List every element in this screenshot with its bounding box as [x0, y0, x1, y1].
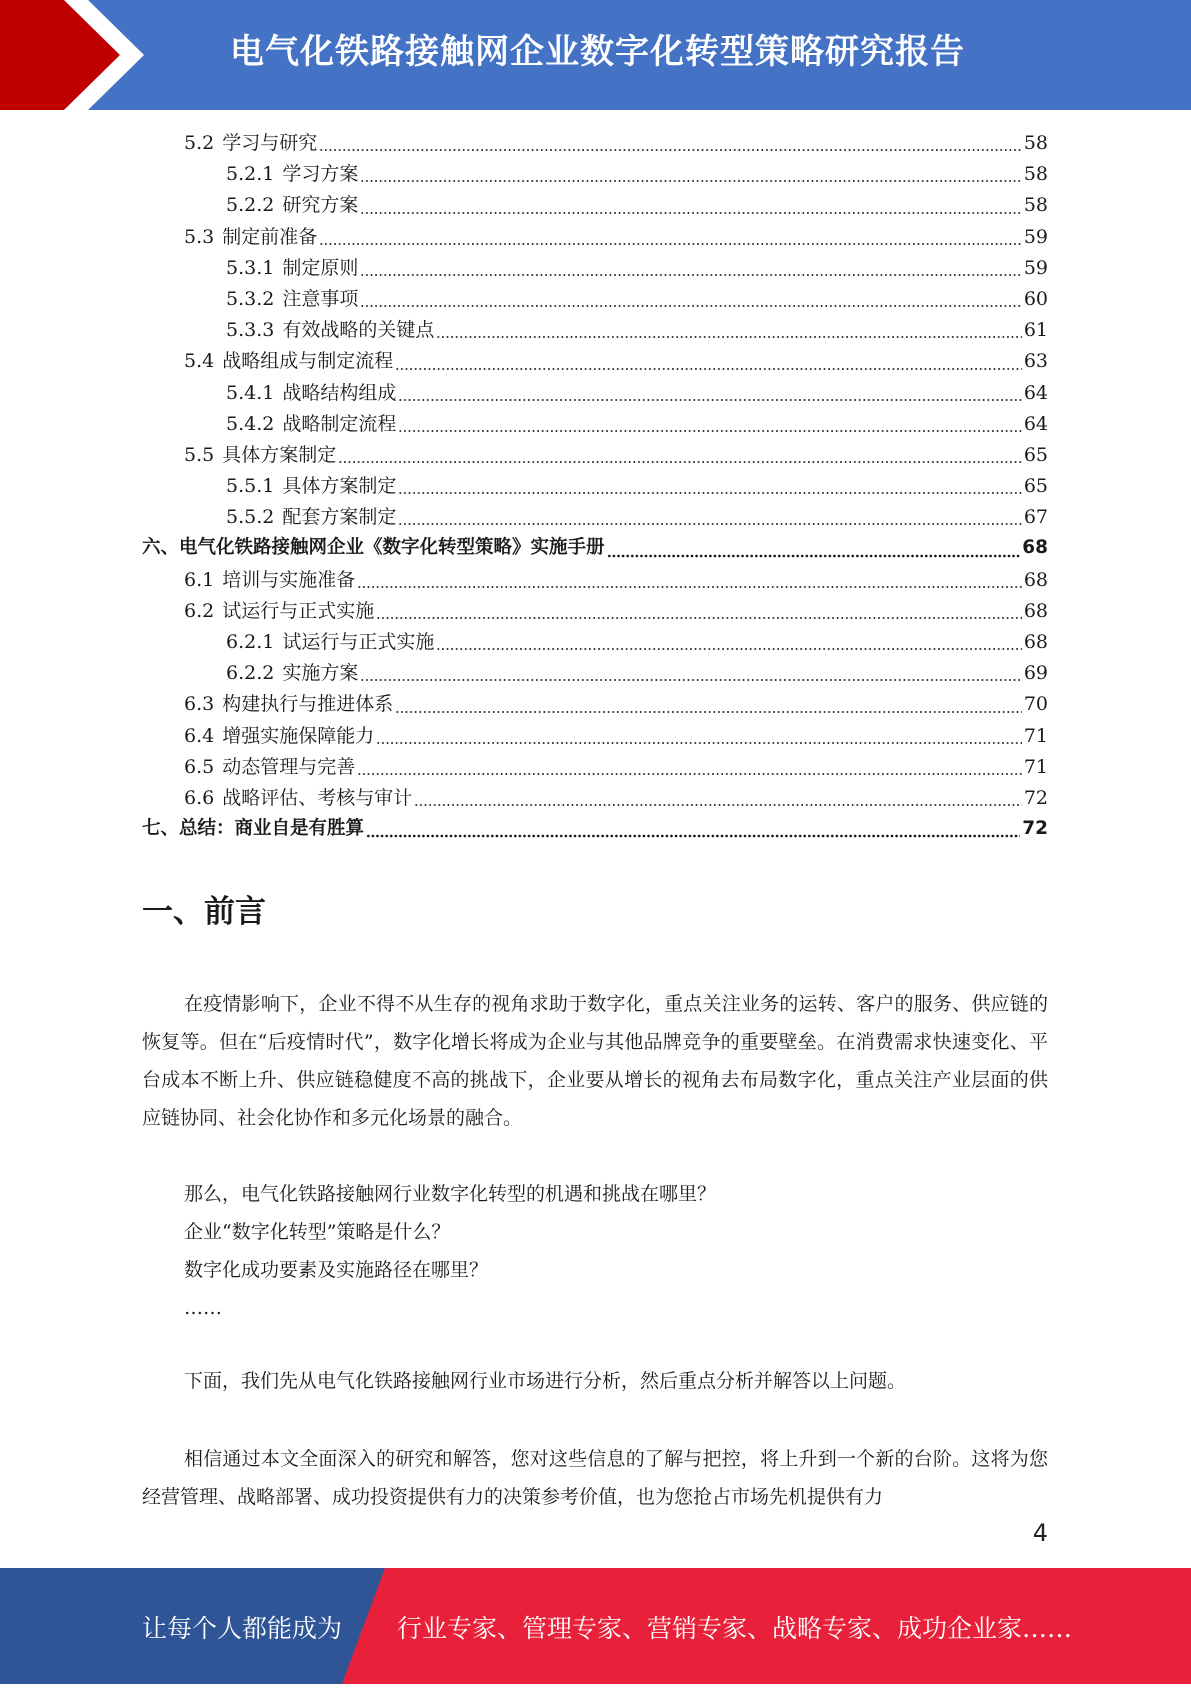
toc-dot-leader	[398, 429, 1021, 433]
toc-entry-page: 68	[1023, 568, 1048, 591]
toc-entry-page: 68	[1023, 599, 1048, 622]
toc-entry-title: 注意事项	[282, 287, 359, 310]
toc-entry-number: 5.2.2	[226, 194, 275, 217]
footer-slogan-right: 行业专家、管理专家、营销专家、战略专家、成功企业家……	[397, 1614, 1073, 1643]
question-item: 数字化成功要素及实施路径在哪里？	[184, 1259, 489, 1281]
analysis-paragraph: 下面，我们先从电气化铁路接触网行业市场进行分析，然后重点分析并解答以上问题。	[184, 1370, 907, 1392]
toc-entry-number: 6.3	[184, 693, 215, 716]
toc-dot-leader	[360, 179, 1021, 183]
question-item: ……	[184, 1297, 222, 1319]
toc-entry[interactable]	[142, 721, 1048, 752]
toc-entry-title: 具体方案制定	[282, 475, 397, 498]
toc-dot-leader	[360, 211, 1021, 215]
toc-entry[interactable]	[142, 814, 1048, 845]
toc-entry-page: 68	[1022, 537, 1048, 559]
toc-entry-number: 5.5.1	[226, 475, 275, 498]
toc-entry-number: 6.2	[184, 599, 215, 622]
toc-entry-title: 培训与实施准备	[222, 568, 356, 591]
toc-entry-page: 59	[1023, 256, 1048, 279]
toc-entry-title: 总结：商业自是有胜算	[179, 818, 365, 840]
toc-entry-page: 70	[1023, 693, 1048, 716]
toc-entry-page: 64	[1023, 381, 1048, 404]
toc-dot-leader	[414, 803, 1022, 807]
toc-entry[interactable]	[142, 689, 1048, 720]
toc-entry[interactable]	[142, 409, 1048, 440]
toc-dot-leader	[398, 398, 1021, 402]
toc-entry-title: 具体方案制定	[222, 443, 337, 466]
toc-entry[interactable]	[142, 658, 1048, 689]
toc-dot-leader	[319, 242, 1022, 246]
toc-entry-page: 61	[1023, 319, 1048, 342]
toc-dot-leader	[398, 522, 1021, 526]
toc-entry-page: 58	[1023, 132, 1048, 154]
toc-entry[interactable]	[142, 502, 1048, 533]
toc-entry-number: 5.4.1	[226, 381, 275, 404]
section-title: 一、前言	[142, 894, 266, 930]
toc-entry-title: 研究方案	[282, 194, 359, 217]
footer-slogan-left: 让每个人都能成为	[142, 1614, 343, 1643]
toc-dot-leader	[436, 335, 1021, 339]
toc-entry[interactable]	[142, 596, 1048, 627]
toc-dot-leader	[360, 273, 1021, 277]
toc-entry[interactable]	[142, 190, 1048, 221]
toc-dot-leader	[376, 616, 1022, 620]
toc-entry-page: 72	[1023, 786, 1048, 809]
question-item: 企业“数字化转型”策略是什么？	[184, 1221, 451, 1243]
toc-entry-title: 动态管理与完善	[222, 755, 356, 778]
table-of-contents	[142, 128, 1048, 845]
toc-entry-page: 58	[1023, 194, 1048, 217]
page-footer	[0, 1568, 1191, 1684]
toc-entry[interactable]	[142, 378, 1048, 409]
toc-entry-title: 学习方案	[282, 163, 359, 186]
toc-entry-title: 有效战略的关键点	[282, 319, 435, 342]
toc-entry[interactable]	[142, 783, 1048, 814]
toc-entry[interactable]	[142, 565, 1048, 596]
toc-entry-page: 64	[1023, 412, 1048, 435]
toc-entry-page: 71	[1023, 724, 1048, 747]
toc-entry[interactable]	[142, 222, 1048, 253]
toc-dot-leader	[338, 460, 1022, 464]
toc-entry[interactable]	[142, 533, 1048, 564]
intro-paragraph: 在疫情影响下，企业不得不从生存的视角求助于数字化，重点关注业务的运转、客户的服务、供应链的恢复等。但在“后疫情时代”，数字化增长将成为企业与其他品牌竞争的重要壁垒。在消费需求快速变化、平台成本不断上升、供应链稳健度不高的挑战下，企业要从增长的视角去布局数字化，重点关注产业层面的供应链协同、社会化协作和多元化场景的融合。	[142, 993, 1048, 1129]
toc-entry-page: 65	[1023, 475, 1048, 498]
toc-entry[interactable]	[142, 627, 1048, 658]
toc-entry-title: 试运行与正式实施	[222, 599, 375, 622]
toc-dot-leader	[395, 710, 1022, 714]
toc-entry-title: 试运行与正式实施	[282, 631, 435, 653]
toc-entry[interactable]	[142, 471, 1048, 502]
toc-dot-leader	[319, 148, 1022, 152]
toc-entry-title: 增强实施保障能力	[222, 724, 375, 747]
toc-entry-number: 6.2.2	[226, 662, 275, 685]
toc-entry-number: 6.5	[184, 755, 215, 778]
toc-entry-title: 战略结构组成	[282, 381, 397, 404]
toc-entry[interactable]	[142, 128, 1048, 159]
toc-dot-leader	[436, 647, 1021, 651]
toc-entry-page: 59	[1023, 225, 1048, 248]
toc-entry-number: 5.3.3	[226, 319, 275, 342]
toc-entry[interactable]	[142, 159, 1048, 190]
toc-entry-page: 58	[1023, 163, 1048, 186]
question-item: 那么，电气化铁路接触网行业数字化转型的机遇和挑战在哪里？	[184, 1183, 717, 1205]
toc-entry-title: 战略制定流程	[282, 412, 397, 435]
toc-entry-number: 七、	[142, 818, 180, 840]
toc-entry-title: 制定原则	[282, 256, 359, 279]
toc-entry-page: 67	[1023, 506, 1048, 529]
toc-dot-leader	[360, 678, 1021, 682]
toc-dot-leader	[398, 491, 1021, 495]
toc-entry-page: 71	[1023, 755, 1048, 778]
toc-entry-page: 69	[1023, 662, 1048, 685]
toc-entry-page: 60	[1023, 287, 1048, 310]
toc-entry-title: 战略评估、考核与审计	[222, 786, 413, 809]
toc-entry[interactable]	[142, 752, 1048, 783]
toc-entry-number: 5.3.2	[226, 287, 275, 310]
toc-dot-leader	[366, 834, 1020, 838]
toc-entry-number: 5.3.1	[226, 256, 275, 279]
toc-entry[interactable]	[142, 253, 1048, 284]
toc-entry-page: 63	[1023, 350, 1048, 373]
toc-entry[interactable]	[142, 346, 1048, 377]
toc-entry-number: 5.2.1	[226, 163, 275, 186]
toc-entry-page: 68	[1023, 631, 1048, 653]
toc-entry-page: 65	[1023, 443, 1048, 466]
toc-entry-number: 6.1	[184, 568, 215, 591]
toc-entry-number: 5.4.2	[226, 412, 275, 435]
toc-dot-leader	[357, 585, 1022, 589]
toc-entry-number: 5.2	[184, 132, 215, 154]
closing-paragraph: 相信通过本文全面深入的研究和解答，您对这些信息的了解与把控，将上升到一个新的台阶。这将为您经营管理、战略部署、成功投资提供有力的决策参考价值，也为您抢占市场先机提供有力	[142, 1448, 1048, 1508]
toc-dot-leader	[360, 304, 1021, 308]
toc-entry[interactable]	[142, 284, 1048, 315]
toc-dot-leader	[357, 772, 1022, 776]
toc-entry-title: 学习与研究	[222, 132, 318, 154]
page-header	[0, 0, 1191, 110]
toc-entry-number: 5.3	[184, 225, 215, 248]
toc-entry-page: 72	[1022, 818, 1048, 840]
toc-entry-number: 5.5.2	[226, 506, 275, 529]
toc-dot-leader	[607, 554, 1021, 558]
question-list	[184, 1175, 716, 1327]
header-chevron-shape	[0, 0, 160, 110]
header-title: 电气化铁路接触网企业数字化转型策略研究报告	[230, 32, 965, 72]
toc-dot-leader	[395, 367, 1022, 371]
toc-entry-number: 5.4	[184, 350, 215, 373]
toc-entry-title: 配套方案制定	[282, 506, 397, 529]
toc-entry-number: 6.6	[184, 786, 215, 809]
toc-entry-number: 六、	[142, 537, 180, 559]
toc-entry-title: 制定前准备	[222, 225, 318, 248]
toc-entry-title: 电气化铁路接触网企业《数字化转型策略》实施手册	[179, 537, 605, 559]
toc-entry-title: 构建执行与推进体系	[222, 693, 394, 716]
toc-entry-title: 实施方案	[282, 662, 359, 685]
toc-entry-number: 6.2.1	[226, 631, 275, 653]
toc-entry[interactable]	[142, 440, 1048, 471]
toc-entry[interactable]	[142, 315, 1048, 346]
toc-entry-number: 6.4	[184, 724, 215, 747]
page-number: 4	[1032, 1519, 1048, 1547]
toc-dot-leader	[376, 741, 1022, 745]
toc-entry-title: 战略组成与制定流程	[222, 350, 394, 373]
toc-entry-number: 5.5	[184, 443, 215, 466]
